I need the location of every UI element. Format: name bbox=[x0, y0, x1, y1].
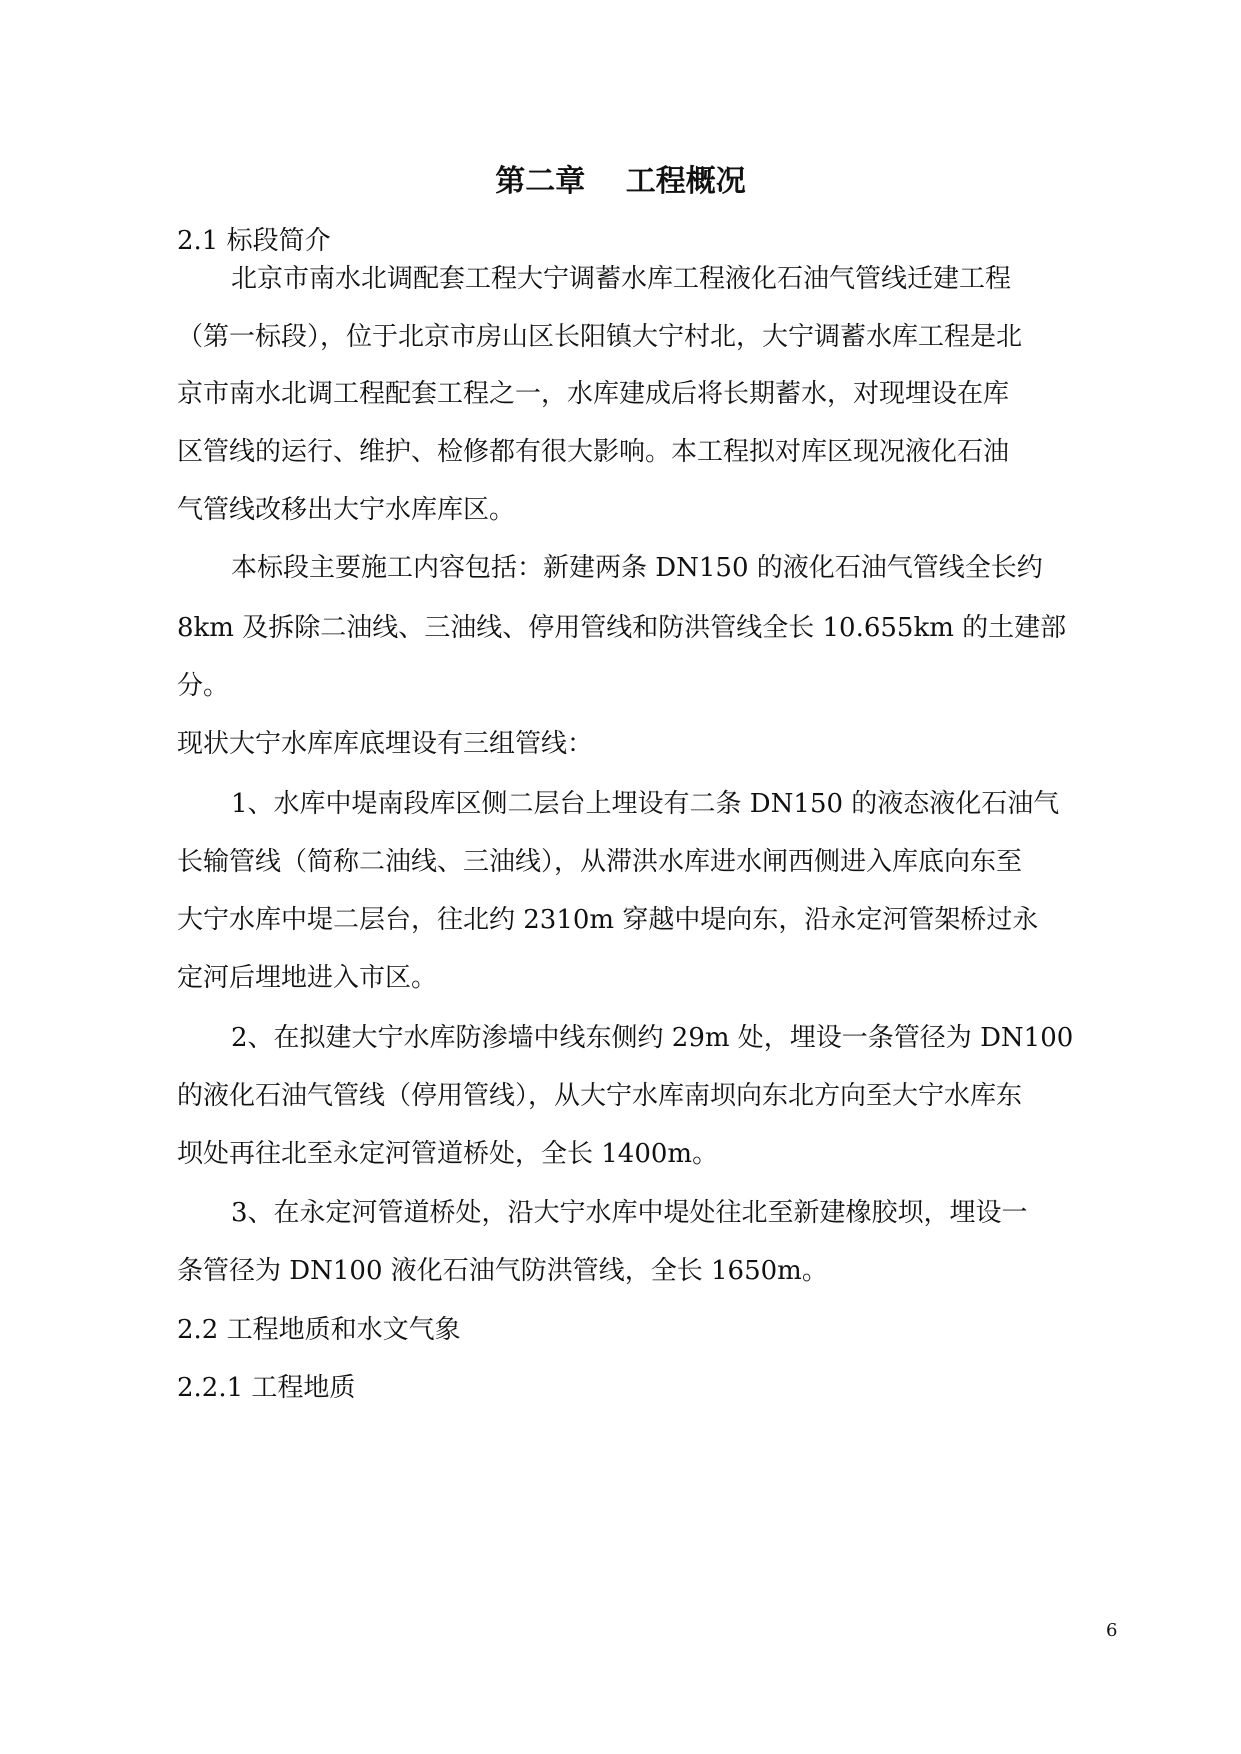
item-1-line-3: 大宁水库中堤二层台，往北约 2310m 穿越中堤向东，沿永定河管架桥过永 bbox=[177, 905, 1039, 935]
item-2-line-1: 2、在拟建大宁水库防渗墙中线东侧约 29m 处，埋设一条管径为 DN100 bbox=[231, 1023, 1074, 1053]
paragraph-2-line-2: 8km 及拆除二油线、三油线、停用管线和防洪管线全长 10.655km 的土建部 bbox=[177, 613, 1067, 643]
paragraph-1-line-1: 北京市南水北调配套工程大宁调蓄水库工程液化石油气管线迁建工程 bbox=[231, 264, 1012, 294]
item-3-line-1: 3、在永定河管道桥处，沿大宁水库中堤处往北至新建橡胶坝，埋设一 bbox=[231, 1198, 1028, 1228]
paragraph-1-line-2: （第一标段），位于北京市房山区长阳镇大宁村北，大宁调蓄水库工程是北 bbox=[177, 322, 1023, 352]
section-heading-2-2-1: 2.2.1 工程地质 bbox=[177, 1373, 356, 1403]
page-number: 6 bbox=[1106, 1620, 1118, 1641]
paragraph-2-line-1: 本标段主要施工内容包括：新建两条 DN150 的液化石油气管线全长约 bbox=[231, 553, 1043, 583]
paragraph-3: 现状大宁水库库底埋设有三组管线： bbox=[177, 729, 594, 759]
item-2-line-2: 的液化石油气管线（停用管线），从大宁水库南坝向东北方向至大宁水库东 bbox=[177, 1081, 1023, 1111]
item-2-line-3: 坝处再往北至永定河管道桥处，全长 1400m。 bbox=[177, 1139, 719, 1169]
paragraph-1-line-5: 气管线改移出大宁水库库区。 bbox=[177, 495, 516, 525]
chapter-title: 第二章 工程概况 bbox=[495, 164, 746, 199]
item-3-line-2: 条管径为 DN100 液化石油气防洪管线，全长 1650m。 bbox=[177, 1256, 828, 1286]
item-1-line-1: 1、水库中堤南段库区侧二层台上埋设有二条 DN150 的液态液化石油气 bbox=[231, 789, 1060, 819]
section-heading-2-2: 2.2 工程地质和水文气象 bbox=[177, 1315, 461, 1345]
item-1-line-2: 长输管线（简称二油线、三油线），从滞洪水库进水闸西侧进入库底向东至 bbox=[177, 847, 1023, 877]
paragraph-1-line-4: 区管线的运行、维护、检修都有很大影响。本工程拟对库区现况液化石油 bbox=[177, 437, 1010, 467]
section-heading-2-1: 2.1 标段简介 bbox=[177, 226, 331, 256]
paragraph-2-line-3: 分。 bbox=[177, 671, 230, 701]
item-1-line-4: 定河后埋地进入市区。 bbox=[177, 963, 438, 993]
paragraph-1-line-3: 京市南水北调工程配套工程之一，水库建成后将长期蓄水，对现埋设在库 bbox=[177, 379, 1010, 409]
